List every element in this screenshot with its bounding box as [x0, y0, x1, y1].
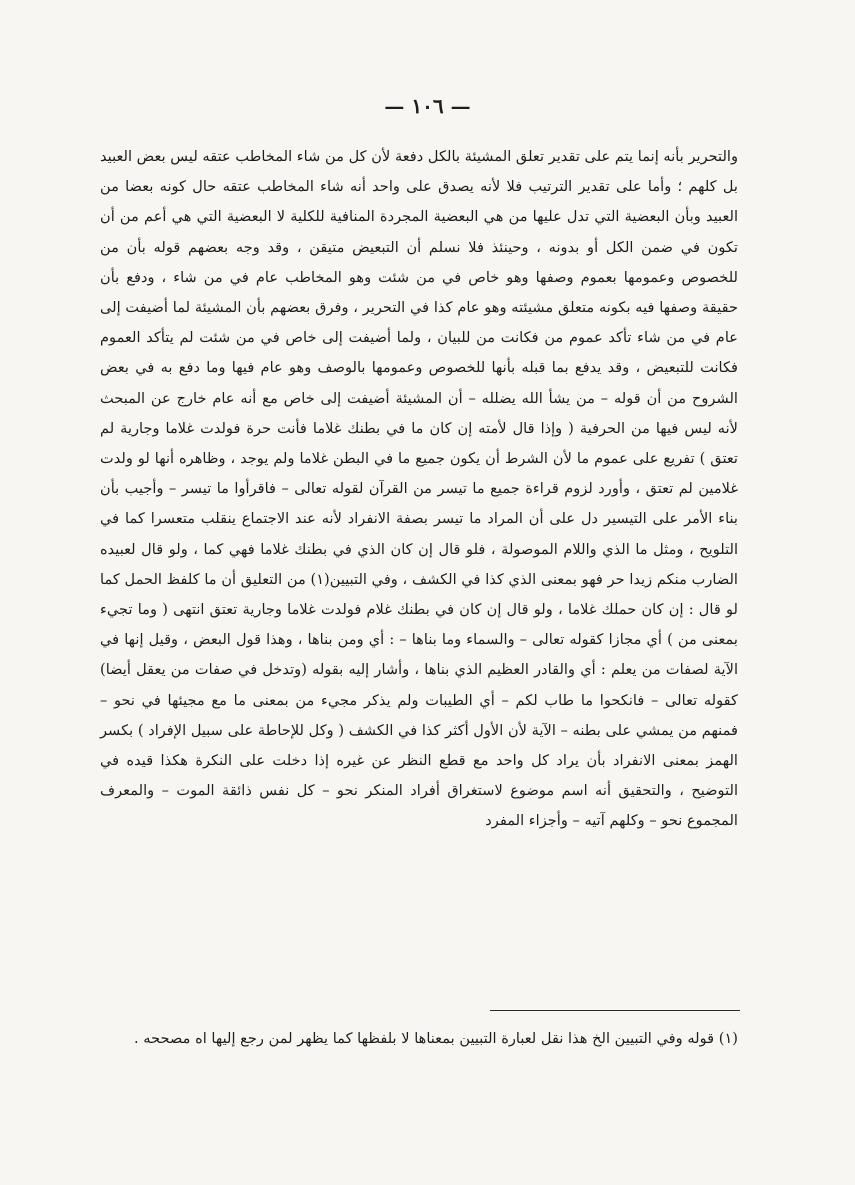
footnote: [100, 1024, 738, 1054]
footnote-divider: [490, 1010, 740, 1011]
main-text: [100, 142, 738, 837]
main-paragraph: والتحرير بأنه إنما يتم على تقدير تعلق المشيئة بالكل دفعة لأن كل من شاء المخاطب عتقه ليس بعض العبيد بل كلهم ؛ وأما على تقدير الترتيب فلا لأنه يصدق على واحد أنه شاء المخاطب عتقه حال كونه بعضا من العبيد وبأن البعضية التي تدل عليها من هي البعضية المجردة المنافية للكلية لا البعضية التي هي أعم من أن تكون في ضمن الكل أو بدونه ، وحينئذ فلا نسلم أن التبعيض متيقن ، وقد وجه بعضهم قوله بأن من للخصوص وعمومها بعموم وصفها وهو خاص في من شئت وهو المخاطب عام في من شاء ، ودفع بأن حقيقة وصفها فيه بكونه متعلق مشيئته وهو عام كذا في التحرير ، وفرق بعضهم بأن المشيئة لما أضيفت إلى عام في من شاء تأكد عموم من فكانت من للبيان ، ولما أضيفت إلى خاص في من شئت لم يتأكد العموم فكانت للتبعيض ، وقد يدفع بما قبله بأنها للخصوص وعمومها بالوصف وهو عام فيها وما دفع به في بعض الشروح من أن قوله – من يشأ الله يضلله – أن المشيئة أضيفت إلى خاص مع أنه عام خارج عن المبحث لأنه ليس فيها من الحرفية ( وإذا قال لأمته إن كان ما في بطنك غلاما فأنت حرة فولدت غلاما وجارية لم تعتق ) تفريع على عموم ما لأن الشرط أن يكون جميع ما في البطن غلاما ولم يوجد ، وظاهره أنها لو ولدت غلامين لم تعتق ، وأورد لزوم قراءة جميع ما تيسر من القرآن لقوله تعالى – فاقرأوا ما تيسر – وأجيب بأن بناء الأمر على التيسير دل على أن المراد ما تيسر بصفة الانفراد لأنه عند الاجتماع ينقلب متعسرا كما في التلويح ، ومثل ما الذي واللام الموصولة ، فلو قال إن كان الذي في بطنك غلاما فهي كما ، ولو قال لعبيده الضارب منكم زيدا حر فهو بمعنى الذي كذا في الكشف ، وفي التبيين(١) من التعليق أن ما كلفظ الحمل كما لو قال : إن كان حملك غلاما ، ولو قال إن كان في بطنك غلام فولدت غلاما وجارية تعتق انتهى ( وما تجيء بمعنى من ) أي مجازا كقوله تعالى – والسماء وما بناها – : أي ومن بناها ، وهذا قول البعض ، وقيل إنها في الآية لصفات من يعلم : أي والقادر العظيم الذي بناها ، وأشار إليه بقوله (وتدخل في صفات من يعقل أيضا) كقوله تعالى – فانكحوا ما طاب لكم – أي الطيبات ولم يذكر مجيء من بمعنى ما مع مجيئها في نحو – فمنهم من يمشي على بطنه – الآية لأن الأول أكثر كذا في الكشف ( وكل للإحاطة على سبيل الإفراد ) بكسر الهمز بمعنى الانفراد بأن يراد كل واحد مع قطع النظر عن غيره إذا دخلت على النكرة هكذا قيده في التوضيح ، والتحقيق أنه اسم موضوع لاستغراق أفراد المنكر نحو – كل نفس ذائقة الموت – والمعرف المجموع نحو – وكلهم آتيه – وأجزاء المفرد: [100, 148, 738, 830]
footnote-text: (١) قوله وفي التبيين الخ هذا نقل لعبارة التبيين بمعناها لا بلفظها كما يظهر لمن رجع إليها اه مصححه .: [134, 1030, 738, 1047]
page-number: — ١٠٦ —: [384, 94, 471, 118]
